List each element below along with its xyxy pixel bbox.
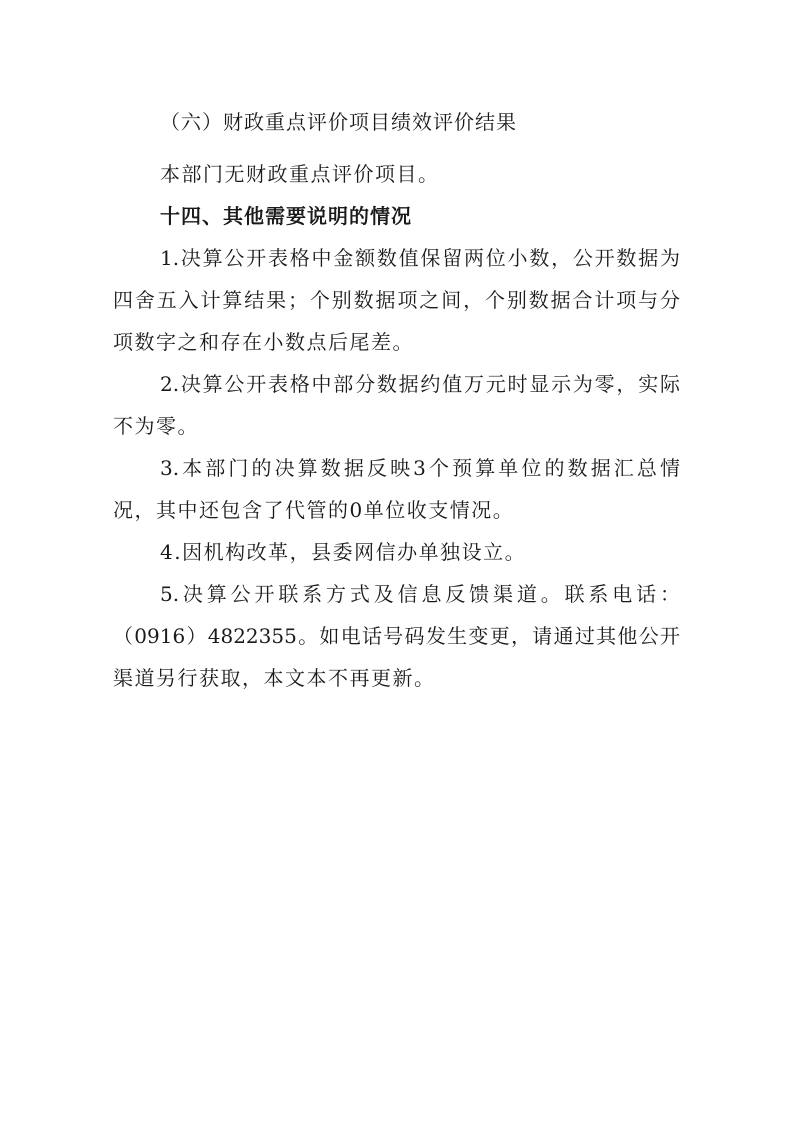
paragraph-line: （0916）4822355。如电话号码发生变更，请通过其他公开	[113, 624, 680, 648]
paragraph-line: 5.决算公开联系方式及信息反馈渠道。联系电话：	[160, 582, 680, 606]
list-item	[113, 363, 680, 447]
list-item	[113, 531, 680, 573]
paragraph-line: 1.决算公开表格中金额数值保留两位小数，公开数据为	[160, 246, 680, 270]
section-six-title: （六）财政重点评价项目绩效评价结果	[160, 110, 517, 134]
section-six-body: 本部门无财政重点评价项目。	[160, 162, 440, 186]
section-fourteen-title: 十四、其他需要说明的情况	[160, 204, 412, 228]
paragraph-line: 渠道另行获取，本文本不再更新。	[113, 666, 436, 690]
paragraph-line: 四舍五入计算结果；个别数据项之间，个别数据合计项与分	[113, 288, 680, 312]
paragraph-line: 不为零。	[113, 414, 199, 438]
paragraph-line: 2.决算公开表格中部分数据约值万元时显示为零，实际	[160, 372, 680, 396]
paragraph-line: 4.因机构改革，县委网信办单独设立。	[160, 540, 527, 564]
paragraph-line: 项数字之和存在小数点后尾差。	[113, 330, 414, 354]
document-body	[113, 101, 680, 699]
paragraph-line: 3.本部门的决算数据反映3个预算单位的数据汇总情	[160, 456, 680, 480]
list-item	[113, 573, 680, 699]
spacer	[113, 143, 680, 153]
list-item	[113, 447, 680, 531]
paragraph-line: 况，其中还包含了代管的0单位收支情况。	[113, 498, 515, 522]
list-item	[113, 237, 680, 363]
